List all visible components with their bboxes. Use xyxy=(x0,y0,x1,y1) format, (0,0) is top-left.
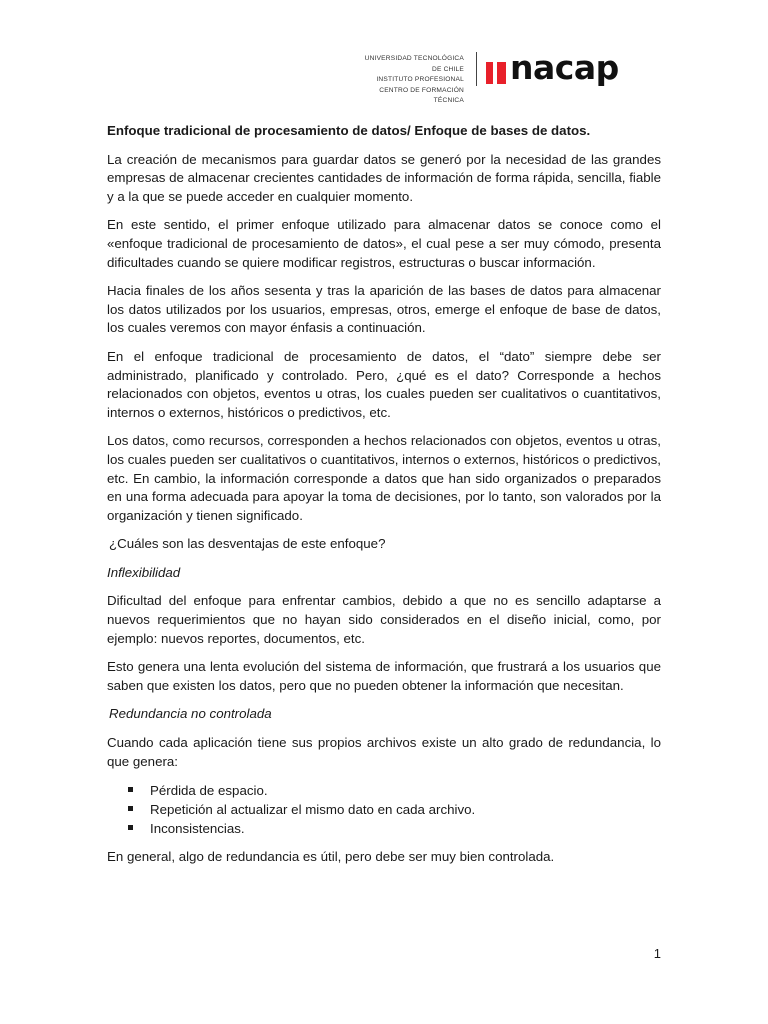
logo-text: nacap xyxy=(510,48,619,87)
institution-line-1: UNIVERSIDAD TECNOLÓGICA DE CHILE xyxy=(364,55,464,73)
section-heading-redundancia: Redundancia no controlada xyxy=(109,706,272,722)
list-item xyxy=(128,819,661,838)
document-body xyxy=(107,122,661,877)
institution-line-2: INSTITUTO PROFESIONAL xyxy=(376,76,464,83)
bullet-square-icon xyxy=(128,806,133,811)
header-divider xyxy=(476,52,478,86)
section1-paragraph-1: Dificultad del enfoque para enfrentar cambios, debido a que no es sencillo adaptarse a nuevos requerimientos que no hayan sido considerados en el diseño inicial, como, por ejemplo: nuevos reportes, documentos, etc. xyxy=(107,593,661,646)
inacap-logo xyxy=(486,48,662,92)
page-number: 1 xyxy=(653,946,661,961)
list-item-text: Pérdida de espacio. xyxy=(150,783,268,799)
bullet-list xyxy=(107,781,661,838)
page-header xyxy=(360,48,662,104)
paragraph-4: En el enfoque tradicional de procesamiento de datos, el “dato” siempre debe ser administrado, planificado y controlado. Pero, ¿qué es el dato? Corresponde a hechos relacionados con objetos, eventos u otras, los cuales pueden ser cualitativos o cuantitativos, internos o externos, históricos o predictivos, etc. xyxy=(107,348,661,420)
logo-mark-icon xyxy=(486,62,506,84)
document-title: Enfoque tradicional de procesamiento de datos/ Enfoque de bases de datos. xyxy=(107,123,591,138)
institution-lines xyxy=(360,54,464,107)
list-item xyxy=(128,800,661,819)
paragraph-3: Hacia finales de los años sesenta y tras la aparición de las bases de datos para almacenar los datos utilizados por los usuarios, empresas, otros, emerge el enfoque de base de datos, los cuales veremos con mayor énfasis a continuación. xyxy=(107,283,661,336)
list-item-text: Repetición al actualizar el mismo dato en cada archivo. xyxy=(150,802,476,818)
paragraph-5: Los datos, como recursos, corresponden a hechos relacionados con objetos, eventos u otras, los cuales pueden ser cualitativos o cuantitativos, internos o externos, históricos o predictivos, etc. En cambio, la información corresponde a datos que han sido organizados o preparados en una forma adecuada para apoyar la toma de decisiones, por lo tanto, son valorados por la organización y tienen significado. xyxy=(107,433,661,523)
list-item-text: Inconsistencias. xyxy=(150,821,245,837)
section-heading-inflexibilidad: Inflexibilidad xyxy=(107,564,181,580)
list-item xyxy=(128,781,661,800)
bullet-square-icon xyxy=(128,787,133,792)
section1-paragraph-2: Esto genera una lenta evolución del sistema de información, que frustrará a los usuarios que saben que existen los datos, pero que no pueden obtener la información que necesitan. xyxy=(107,659,661,693)
closing-paragraph: En general, algo de redundancia es útil, pero debe ser muy bien controlada. xyxy=(107,849,555,865)
section2-intro: Cuando cada aplicación tiene sus propios archivos existe un alto grado de redundancia, lo que genera: xyxy=(107,735,661,769)
bullet-square-icon xyxy=(128,825,133,830)
paragraph-1: La creación de mecanismos para guardar datos se generó por la necesidad de las grandes empresas de almacenar crecientes cantidades de información de forma rápida, sencilla, fiable y a la que se puede acceder en cualquier momento. xyxy=(107,151,661,204)
question: ¿Cuáles son las desventajas de este enfoque? xyxy=(109,536,386,552)
institution-line-3: CENTRO DE FORMACIÓN TÉCNICA xyxy=(379,86,464,104)
paragraph-2: En este sentido, el primer enfoque utilizado para almacenar datos se conoce como el «enfoque tradicional de procesamiento de datos», el cual pese a ser muy cómodo, presenta dificultades cuando se quiere modificar registros, estructuras o buscar información. xyxy=(107,217,661,270)
